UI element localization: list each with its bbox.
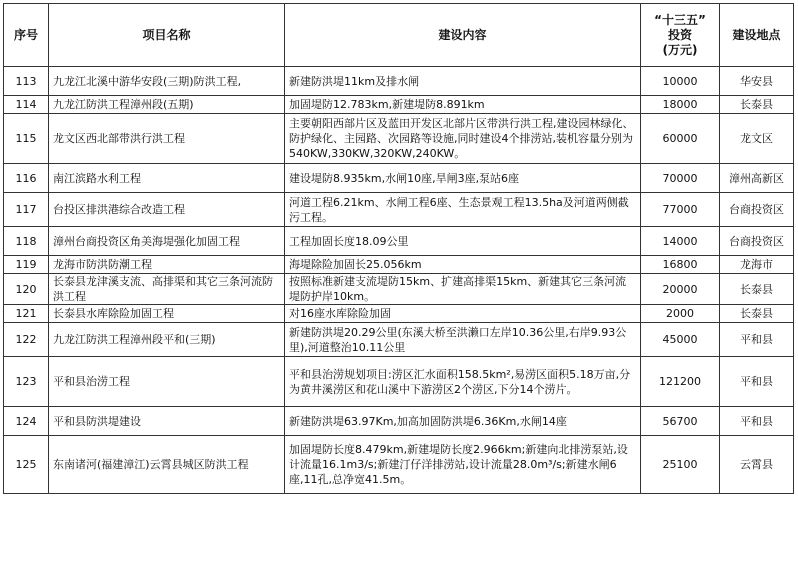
table-row	[4, 407, 794, 436]
cell-content: 新建防洪堤63.97Km,加高加固防洪堤6.36Km,水闸14座	[285, 407, 641, 436]
header-invest-line1: “十三五”	[654, 12, 706, 27]
cell-invest: 121200	[641, 357, 720, 407]
cell-name: 九龙江防洪工程漳州段平和(三期)	[49, 323, 285, 357]
cell-location: 长泰县	[720, 274, 794, 305]
table-row	[4, 305, 794, 323]
cell-seq: 113	[4, 67, 49, 96]
cell-seq: 123	[4, 357, 49, 407]
cell-name: 平和县防洪堤建设	[49, 407, 285, 436]
cell-location: 台商投资区	[720, 193, 794, 227]
header-invest	[641, 4, 720, 67]
cell-content: 工程加固长度18.09公里	[285, 227, 641, 256]
header-content: 建设内容	[285, 4, 641, 67]
cell-content: 加固堤防长度8.479km,新建堤防长度2.966km;新建向北排涝泵站,设计流量16.1m3/s;新建汀仔洋排涝站,设计流量28.0m³/s;新建水闸6座,11孔,总净宽41.5m。	[285, 436, 641, 494]
cell-name: 南江滨路水利工程	[49, 164, 285, 193]
cell-invest: 77000	[641, 193, 720, 227]
cell-invest: 18000	[641, 96, 720, 114]
cell-location: 漳州高新区	[720, 164, 794, 193]
cell-invest: 2000	[641, 305, 720, 323]
table-row	[4, 323, 794, 357]
header-location: 建设地点	[720, 4, 794, 67]
cell-content: 对16座水库除险加固	[285, 305, 641, 323]
header-seq: 序号	[4, 4, 49, 67]
header-invest-line2: 投资	[667, 27, 692, 42]
header-name: 项目名称	[49, 4, 285, 67]
cell-seq: 119	[4, 256, 49, 274]
cell-invest: 20000	[641, 274, 720, 305]
cell-name: 平和县治涝工程	[49, 357, 285, 407]
cell-invest: 45000	[641, 323, 720, 357]
table-row	[4, 164, 794, 193]
table-row	[4, 274, 794, 305]
cell-location: 平和县	[720, 357, 794, 407]
cell-name: 长泰县水库除险加固工程	[49, 305, 285, 323]
cell-seq: 116	[4, 164, 49, 193]
cell-location: 平和县	[720, 323, 794, 357]
cell-name: 九龙江防洪工程漳州段(五期)	[49, 96, 285, 114]
cell-location: 龙海市	[720, 256, 794, 274]
cell-name: 龙海市防洪防潮工程	[49, 256, 285, 274]
cell-seq: 121	[4, 305, 49, 323]
cell-content: 河道工程6.21km、水闸工程6座、生态景观工程13.5ha及河道两侧截污工程。	[285, 193, 641, 227]
cell-invest: 14000	[641, 227, 720, 256]
header-row	[4, 4, 794, 67]
cell-invest: 10000	[641, 67, 720, 96]
cell-invest: 60000	[641, 114, 720, 164]
header-invest-line3: (万元)	[662, 42, 698, 57]
cell-name: 东南诸河(福建漳江)云霄县城区防洪工程	[49, 436, 285, 494]
table-row	[4, 436, 794, 494]
cell-seq: 115	[4, 114, 49, 164]
cell-invest: 16800	[641, 256, 720, 274]
cell-location: 平和县	[720, 407, 794, 436]
cell-location: 龙文区	[720, 114, 794, 164]
cell-content: 加固堤防12.783km,新建堤防8.891km	[285, 96, 641, 114]
cell-content: 建设堤防8.935km,水闸10座,旱闸3座,泵站6座	[285, 164, 641, 193]
cell-seq: 114	[4, 96, 49, 114]
table-row	[4, 193, 794, 227]
cell-content: 按照标准新建支流堤防15km、扩建高排渠15km、新建其它三条河流堤防护岸10km。	[285, 274, 641, 305]
cell-name: 九龙江北溪中游华安段(三期)防洪工程,	[49, 67, 285, 96]
cell-seq: 117	[4, 193, 49, 227]
cell-location: 台商投资区	[720, 227, 794, 256]
cell-name: 长泰县龙津溪支流、高排渠和其它三条河流防洪工程	[49, 274, 285, 305]
cell-seq: 125	[4, 436, 49, 494]
project-table	[3, 3, 794, 494]
cell-location: 长泰县	[720, 96, 794, 114]
cell-location: 云霄县	[720, 436, 794, 494]
cell-content: 新建防洪堤20.29公里(东溪大桥至洪濑口左岸10.36公里,右岸9.93公里),河道整治10.11公里	[285, 323, 641, 357]
table-row	[4, 114, 794, 164]
cell-name: 漳州台商投资区角美海堤强化加固工程	[49, 227, 285, 256]
table-row	[4, 357, 794, 407]
cell-location: 长泰县	[720, 305, 794, 323]
cell-content: 主要朝阳西部片区及蓝田开发区北部片区带洪行洪工程,建设园林绿化、防护绿化、主园路、次园路等设施,同时建设4个排涝站,装机容量分别为540KW,330KW,320KW,240KW。	[285, 114, 641, 164]
cell-invest: 70000	[641, 164, 720, 193]
table-row	[4, 256, 794, 274]
table-row	[4, 96, 794, 114]
cell-name: 台投区排洪港综合改造工程	[49, 193, 285, 227]
cell-seq: 124	[4, 407, 49, 436]
cell-invest: 25100	[641, 436, 720, 494]
cell-name: 龙文区西北部带洪行洪工程	[49, 114, 285, 164]
cell-content: 新建防洪堤11km及排水闸	[285, 67, 641, 96]
cell-location: 华安县	[720, 67, 794, 96]
cell-seq: 120	[4, 274, 49, 305]
table-row	[4, 67, 794, 96]
cell-seq: 118	[4, 227, 49, 256]
cell-invest: 56700	[641, 407, 720, 436]
cell-seq: 122	[4, 323, 49, 357]
cell-content: 海堤除险加固长25.056km	[285, 256, 641, 274]
cell-content: 平和县治涝规划项目:涝区汇水面积158.5km²,易涝区面积5.18万亩,分为黄井溪涝区和花山溪中下游涝区2个涝区,下分14个涝片。	[285, 357, 641, 407]
table-row	[4, 227, 794, 256]
